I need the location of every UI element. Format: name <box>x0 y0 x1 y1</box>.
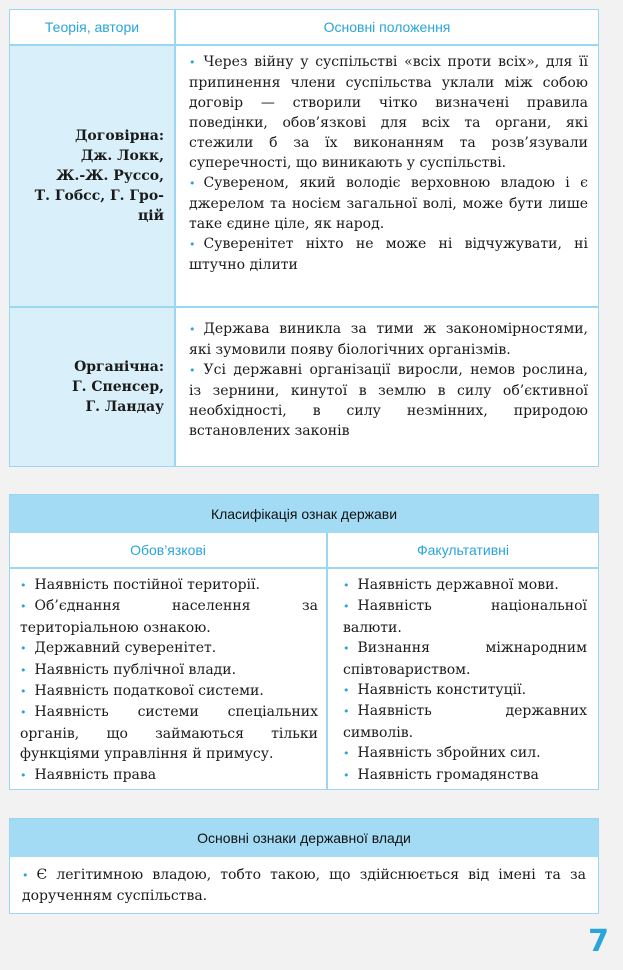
bullet-icon: • <box>343 642 350 656</box>
list-item: • Через війну у суспільстві «всіх проти всіх», для її припинення члени суспільства уклали між собою договір — створили чітко визначені правила поведінки, обов’язкові для всіх та органи, які стежили б за їх виконанням та розв’язували суперечності, що виникають у суспільстві. <box>189 54 588 171</box>
bullet-icon: • <box>343 768 350 782</box>
bullet-icon: • <box>20 706 27 720</box>
theory-name: Договірна: <box>74 128 164 144</box>
power-features-table <box>9 818 599 914</box>
list-item: • Наявність громадянства <box>343 766 539 783</box>
list-item: • Визнання міжнародним співтовариством. <box>343 640 587 678</box>
bullet-icon: • <box>343 747 350 761</box>
list-item: • Наявність публічної влади. <box>20 661 237 678</box>
bullet-icon: • <box>189 177 196 190</box>
bullet-icon: • <box>20 642 27 656</box>
list-item: • Наявність конституції. <box>343 682 527 699</box>
theory-author: Г. Ландау <box>85 399 164 415</box>
list-item: • Об’єднання населення за територіальною ознакою. <box>20 598 318 636</box>
bullet-icon: • <box>189 323 196 336</box>
page-number: 7 <box>588 924 609 959</box>
theory-author: Ж.-Ж. Руссо, <box>56 168 164 184</box>
theories-table-header <box>10 10 598 46</box>
list-item: • Наявність національної валюти. <box>343 598 587 636</box>
organic-theory-cell <box>10 308 176 466</box>
bullet-icon: • <box>343 600 350 614</box>
bullet-icon: • <box>343 579 350 592</box>
bullet-icon: • <box>20 663 27 677</box>
bullet-icon: • <box>20 600 27 614</box>
list-item: • Держава виникла за тими ж закономірностями, які зумовили появу біологічних організмів. <box>189 321 588 358</box>
power-features-title: Основні ознаки державної влади <box>10 819 598 857</box>
theory-author: Т. Гобсс, Г. Гро- <box>34 188 164 204</box>
classification-table <box>9 494 599 790</box>
contract-theory-provisions <box>176 46 598 306</box>
optional-list <box>343 575 587 786</box>
obligatory-header: Обов’язкові <box>130 542 206 558</box>
theories-table <box>9 9 599 467</box>
bullet-icon: • <box>189 56 196 69</box>
bullet-icon: • <box>189 238 196 251</box>
theory-author: Г. Спенсер, <box>71 379 164 395</box>
list-item: • Є легітимною владою, тобто такою, що здійснюється від імені та за дорученням суспільства. <box>22 867 586 904</box>
list-item: • Наявність постійної території. <box>20 577 260 593</box>
list-item: • Наявність збройних сил. <box>343 745 541 762</box>
contract-theory-cell <box>10 46 176 306</box>
classification-subheader <box>10 533 598 569</box>
list-item: • Наявність державних символів. <box>343 703 587 741</box>
list-item: • Наявність податкової системи. <box>20 683 264 700</box>
list-item: • Сувереном, який володіє верховною владою і є джерелом та носієм загальної волі, може бути лише таке єдине ціле, як народ. <box>189 175 588 232</box>
bullet-icon: • <box>343 684 350 698</box>
bullet-icon: • <box>20 685 27 699</box>
bullet-icon: • <box>20 768 27 782</box>
theory-author: цій <box>137 208 164 224</box>
obligatory-list <box>20 575 318 786</box>
bullet-icon: • <box>22 869 29 882</box>
organic-theory-provisions <box>176 308 598 466</box>
column-divider <box>326 533 328 789</box>
provisions-column-header: Основні положення <box>323 19 451 35</box>
bullet-icon: • <box>189 364 196 377</box>
optional-header: Факультативні <box>416 542 510 558</box>
bullet-icon: • <box>343 705 350 719</box>
list-item: • Наявність державної мови. <box>343 577 559 593</box>
bullet-icon: • <box>20 579 27 592</box>
classification-title: Класифікація ознак держави <box>10 495 598 533</box>
list-item: • Наявність системи спеціальних органів, що займаються тільки функціями управління й примусу. <box>20 704 318 763</box>
list-item: • Державний суверенітет. <box>20 640 217 657</box>
list-item: • Наявність права <box>20 766 157 783</box>
theory-column-header: Теорія, автори <box>44 19 140 35</box>
list-item: • Усі державні організації виросли, немов рослина, із зернини, кинутої в землю в силу об’єктивної необхідності, в силу незмінних, природою встановлених законів <box>189 362 588 439</box>
power-features-text <box>22 865 586 907</box>
theory-author: Дж. Локк, <box>80 148 164 164</box>
list-item: • Суверенітет ніхто не може ні відчужувати, ні штучно ділити <box>189 236 588 273</box>
theory-name: Органічна: <box>74 359 164 375</box>
